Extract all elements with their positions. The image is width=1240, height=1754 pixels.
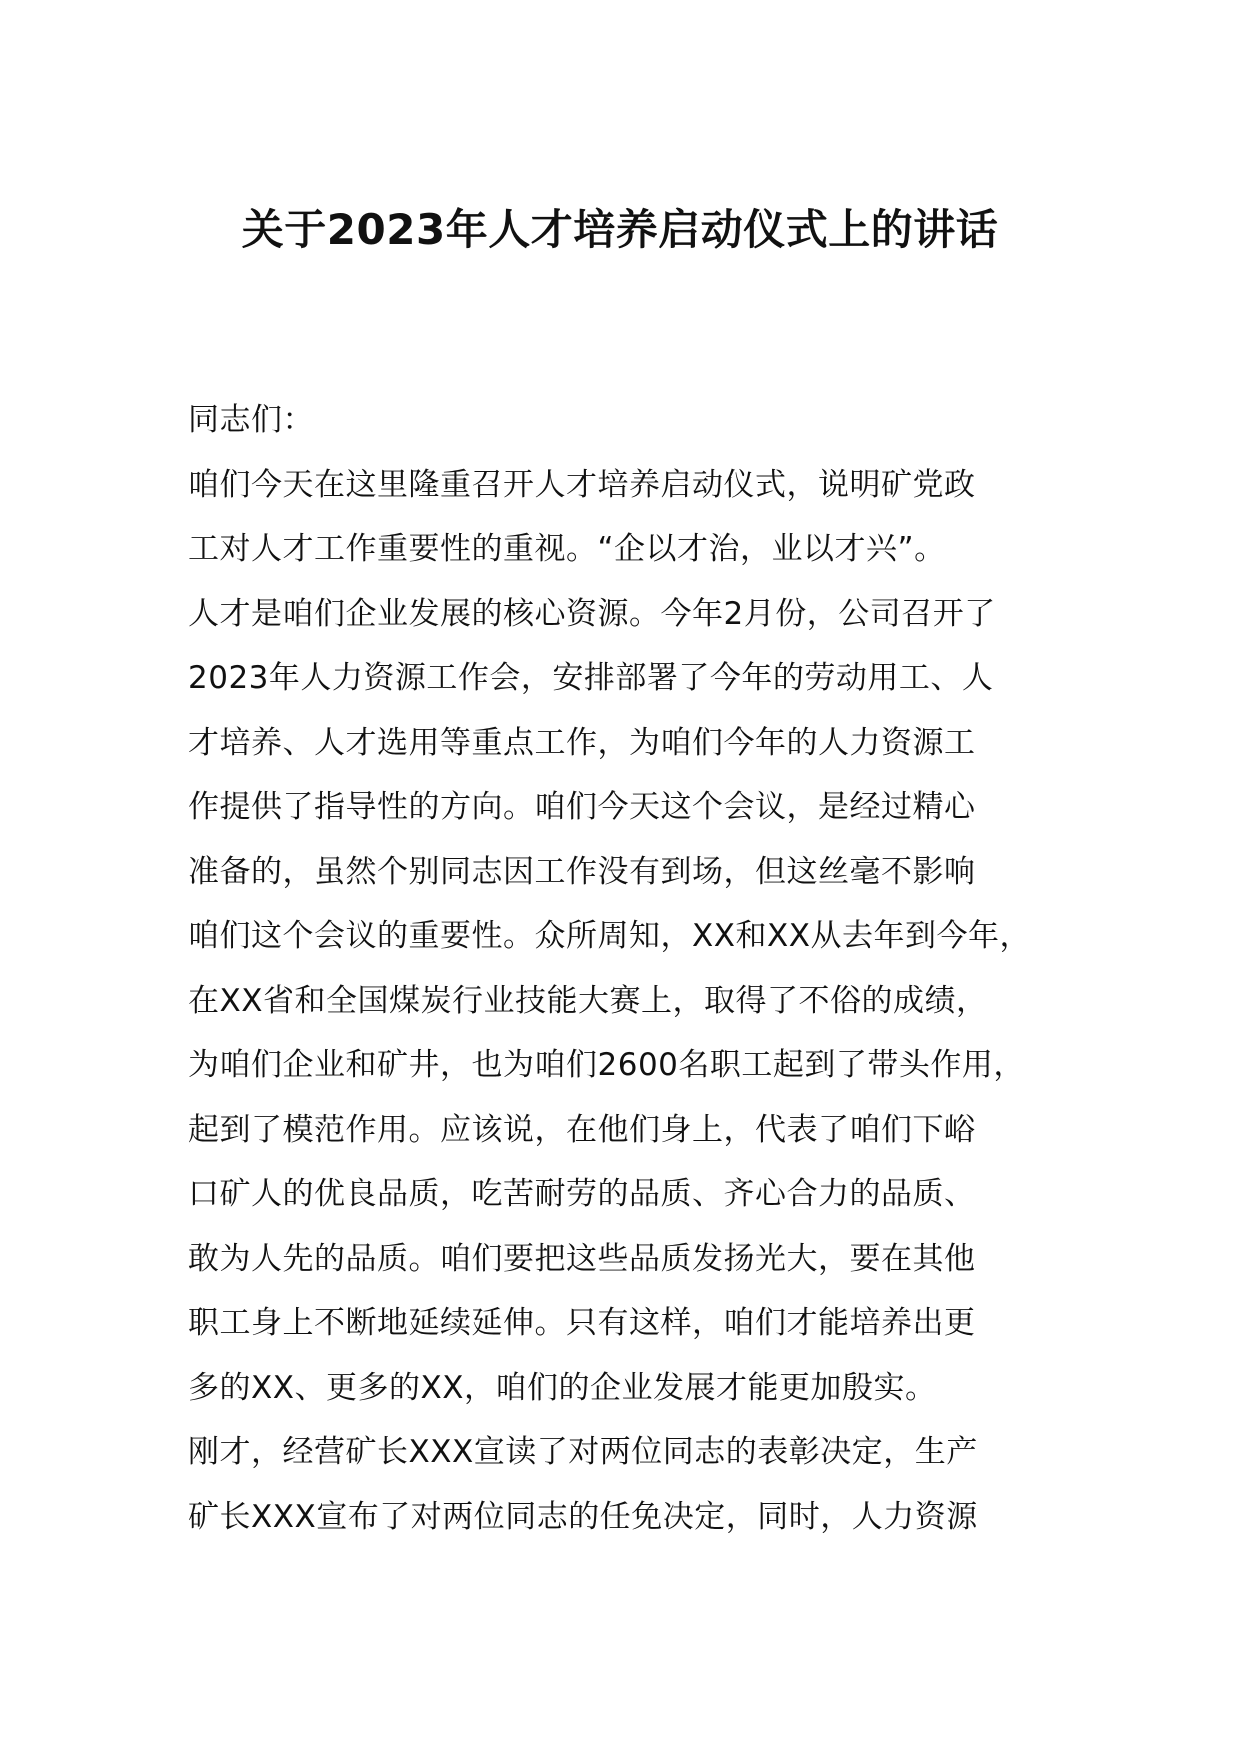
body-line: 才培养、人才选用等重点工作，为咱们今年的人力资源工 xyxy=(188,724,976,761)
body-line: 准备的，虽然个别同志因工作没有到场，但这丝毫不影响 xyxy=(188,853,976,890)
body-line: 2023年人力资源工作会，安排部署了今年的劳动用工、人 xyxy=(188,660,994,696)
body-line: 人才是咱们企业发展的核心资源。今年2月份，公司召开了 xyxy=(188,595,996,632)
body-line: 同志们： xyxy=(188,402,314,438)
body-line: 职工身上不断地延续延伸。只有这样，咱们才能培养出更 xyxy=(188,1305,976,1341)
body-line: 为咱们企业和矿井，也为咱们2600名职工起到了带头作用， xyxy=(188,1047,1025,1083)
body-line: 矿长XXX宣布了对两位同志的任免决定，同时，人力资源 xyxy=(188,1498,978,1535)
body-line: 起到了模范作用。应该说，在他们身上，代表了咱们下峪 xyxy=(188,1111,976,1148)
body-line: 在XX省和全国煤炭行业技能大赛上，取得了不俗的成绩， xyxy=(188,982,988,1019)
body-line: 多的XX、更多的XX，咱们的企业发展才能更加殷实。 xyxy=(188,1369,937,1406)
body-line: 口矿人的优良品质，吃苦耐劳的品质、齐心合力的品质、 xyxy=(188,1176,976,1212)
body-line: 咱们这个会议的重要性。众所周知，XX和XX从去年到今年， xyxy=(188,918,1031,954)
document-title: 关于2023年人才培养启动仪式上的讲话 xyxy=(241,205,999,254)
body-line: 工对人才工作重要性的重视。“企以才治，业以才兴”。 xyxy=(188,531,946,567)
body-line: 作提供了指导性的方向。咱们今天这个会议，是经过精心 xyxy=(188,789,976,825)
body-line: 敢为人先的品质。咱们要把这些品质发扬光大，要在其他 xyxy=(188,1240,976,1277)
body-line: 咱们今天在这里隆重召开人才培养启动仪式，说明矿党政 xyxy=(188,466,976,503)
document-body xyxy=(188,388,1088,1549)
body-line: 刚才，经营矿长XXX宣读了对两位同志的表彰决定，生产 xyxy=(188,1434,978,1470)
